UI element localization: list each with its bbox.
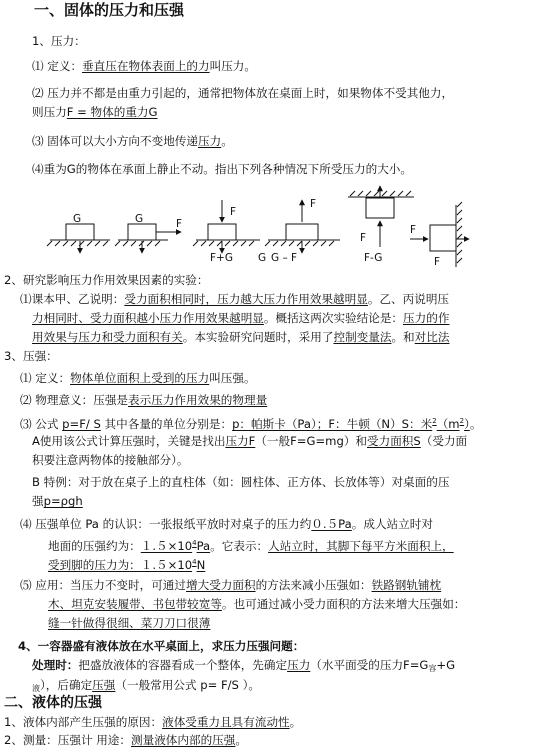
key-term: 压力 xyxy=(287,658,311,672)
text: 1、液体内部产生压强的原因： xyxy=(4,715,163,729)
text: 。本实验研究问题时，采用了 xyxy=(182,330,334,344)
formula-note-a-line2: 积要注意两物体的接触部分）。 xyxy=(32,453,189,467)
application-line3 xyxy=(48,615,210,631)
label-F-case4: F xyxy=(310,198,317,210)
text: A使用该公式计算压强时，关键是找出 xyxy=(32,434,226,448)
treatment-line2 xyxy=(32,677,260,697)
label-FminusG: F-G xyxy=(364,252,383,264)
label-G-case1: G xyxy=(73,213,82,225)
label-F-case3: F xyxy=(230,206,237,218)
key-term: 压强 xyxy=(92,678,116,692)
case-2 xyxy=(115,224,181,253)
text: 2、测量：压强计 用途： xyxy=(4,733,131,747)
text: 叫压力。 xyxy=(209,59,256,73)
meaning-text: 表示压力作用效果的物理量 xyxy=(128,393,268,407)
label-G-case3: G xyxy=(258,252,267,264)
experiment-line3 xyxy=(32,329,449,345)
text: 。 xyxy=(235,733,247,747)
meaning-text: 人站立时，其脚下每平方米面积上， xyxy=(268,539,454,553)
text: 。 xyxy=(469,417,482,431)
meaning-text: N xyxy=(196,558,206,572)
text: 。它表示： xyxy=(210,539,269,553)
conclusion-summary: 压力的作 xyxy=(403,311,450,325)
label: 处理时： xyxy=(32,658,79,672)
text: ⑷ 压强单位 Pa 的认识：一张报纸平放时对桌子的压力约 xyxy=(20,517,312,531)
text: 。和 xyxy=(391,330,415,344)
section-title-solid-pressure: 一、固体的压力和压强 xyxy=(34,1,185,19)
item-2-heading: 2、研究影响压力作用效果因素的实验： xyxy=(4,273,209,287)
unit-pa-line3 xyxy=(48,554,205,573)
special-case-b-line2 xyxy=(32,493,83,509)
text: 。 xyxy=(289,715,302,729)
superscript: 4 xyxy=(192,558,197,566)
text: 则压力 xyxy=(32,105,67,119)
pressure-exercise-prompt: ⑷重为G的物体在承面上静止不动。指出下列各种情况下所受压力的大小。 xyxy=(32,162,412,176)
text: 把盛放液体的容器看成一个整体，先确定 xyxy=(78,658,288,672)
treatment-line1 xyxy=(32,657,455,677)
conclusion-summary-cont: 用效果与压力和受力面积有关 xyxy=(32,330,183,344)
case-5 xyxy=(348,186,417,247)
block xyxy=(430,225,456,251)
text: 。乙、丙说明压 xyxy=(367,292,450,306)
method-comparison: 对比法 xyxy=(414,330,450,344)
value: Pa xyxy=(196,539,211,553)
label-GminusF: G – F xyxy=(271,252,298,264)
example-text: 木、坦克安装履带、书包带较宽等 xyxy=(48,597,222,611)
superscript: 4 xyxy=(192,539,197,547)
label-F-case6: F xyxy=(410,224,417,236)
unit-pa-line1 xyxy=(20,516,433,532)
pressure-note-line1: ⑵ 压力并不都是由重力引起的，通常把物体放在桌面上时，如果物体不受其他力， xyxy=(32,86,454,100)
block xyxy=(128,224,156,240)
key-term: 压力F xyxy=(225,434,256,448)
application-line2 xyxy=(48,596,465,612)
subscript: 容 xyxy=(428,664,437,673)
unit-pa-line2 xyxy=(48,535,454,554)
text: ⑵ 物理意义：压强是 xyxy=(20,393,129,407)
text: ⑶ 固体可以大小方向不变地传递 xyxy=(32,134,198,148)
formula-note-a xyxy=(32,433,467,449)
text: ⑶ 公式 xyxy=(20,417,63,431)
example-text: 缝一针做得很细、菜刀刀口很薄 xyxy=(48,616,211,630)
case-3 xyxy=(193,200,260,253)
text: （水平面受的压力F=G xyxy=(310,658,429,672)
key-term: 压力 xyxy=(198,134,222,148)
text: （受力面 xyxy=(420,434,468,448)
case-1 xyxy=(47,224,110,253)
value: １.５×10 xyxy=(140,539,193,553)
text: ⑴课本甲、乙说明： xyxy=(20,292,125,306)
text: ⑸ 应用：当压力不变时，可通过 xyxy=(20,578,186,592)
block xyxy=(286,224,318,240)
label-G-case2: G xyxy=(135,213,144,225)
text: 叫压强。 xyxy=(209,371,256,385)
formula: p=F/ S xyxy=(62,417,101,431)
liquid-pressure-measurement xyxy=(4,732,247,748)
text: 其中各量的单位分别是： xyxy=(100,417,233,431)
conclusion-2: 力相同时、受力面积越小压力作用效果越明显 xyxy=(32,311,264,325)
pressure-transfer xyxy=(32,133,233,149)
text: 地面的压强约为： xyxy=(48,539,141,553)
physical-meaning xyxy=(20,392,267,408)
superscript: 2 xyxy=(459,417,465,425)
text: 。 xyxy=(221,134,233,148)
definition-text: 垂直压在物体表面上的力 xyxy=(82,59,210,73)
block xyxy=(66,224,94,240)
conclusion-1: 受力面积相同时，压力越大压力作用效果越明显 xyxy=(124,292,368,306)
case-4 xyxy=(265,200,340,253)
units-text: （m xyxy=(436,417,460,431)
definition-text: 物体单位面积上受到的压力 xyxy=(70,371,210,385)
method-control-variable: 控制变量法 xyxy=(333,330,392,344)
formula-text: F = 物体的重力G xyxy=(66,105,158,119)
subscript: 液 xyxy=(32,684,40,693)
meaning-text: 受到脚的压力为：１.５×10 xyxy=(48,558,193,572)
usage-text: 测量液体内部的压强 xyxy=(131,733,236,747)
block xyxy=(208,224,236,240)
formula: p=ρgh xyxy=(43,494,83,508)
text: 的方法来减小压强如： xyxy=(255,578,372,592)
liquid-pressure-cause xyxy=(4,714,301,730)
item-1-heading: 1、压力： xyxy=(32,34,86,48)
pressure-intensity-definition xyxy=(20,370,256,386)
cause-text: 液体受重力且具有流动性 xyxy=(162,715,290,729)
label-FplusG: F+G xyxy=(210,252,233,264)
application-line1 xyxy=(20,577,441,593)
example-text: 铁路钢轨铺枕 xyxy=(371,578,442,592)
pressure-note-line2 xyxy=(32,104,158,120)
text: ），后确定 xyxy=(40,678,93,692)
key-term: 受力面积S xyxy=(367,434,421,448)
section-title-liquid-pressure: 二、液体的压强 xyxy=(4,695,102,711)
experiment-line1 xyxy=(20,291,449,307)
pressure-definition xyxy=(32,58,256,74)
text: （一般常用公式 p= F/S ）。 xyxy=(115,678,260,692)
text: 。概括这两次实验结论是： xyxy=(263,311,404,325)
block xyxy=(366,198,394,218)
text: 。也可通过减小受力面积的方法来增大压强如： xyxy=(221,597,466,611)
text: +G xyxy=(436,658,456,672)
text: ⑴ 定义： xyxy=(20,371,71,385)
units-text: ） xyxy=(464,417,470,431)
formula-units xyxy=(20,413,481,432)
key-term: 增大受力面积 xyxy=(186,578,256,592)
text: 。成人站立时对 xyxy=(351,517,433,531)
item-3-heading: 3、压强： xyxy=(4,349,58,363)
units-text: p：帕斯卡（Pa）；F：牛顿（N）S：米 xyxy=(232,417,433,431)
value: ０.５Pa xyxy=(311,517,352,531)
text: （一般F=G=mg）和 xyxy=(255,434,368,448)
experiment-line2 xyxy=(32,310,449,326)
superscript: 2 xyxy=(432,417,437,425)
label-F-case6-result: F xyxy=(434,256,441,268)
special-case-b: B 特例：对于放在桌子上的直柱体（如：圆柱体、正方体、长放体等）对桌面的压 xyxy=(32,475,450,489)
label: ⑴ 定义： xyxy=(32,59,83,73)
label-F-case2: F xyxy=(176,218,183,230)
text: 强 xyxy=(32,494,44,508)
label-F-case5: F xyxy=(360,232,367,244)
item-4-heading: 4、一容器盛有液体放在水平桌面上，求压力压强问题： xyxy=(18,639,305,653)
